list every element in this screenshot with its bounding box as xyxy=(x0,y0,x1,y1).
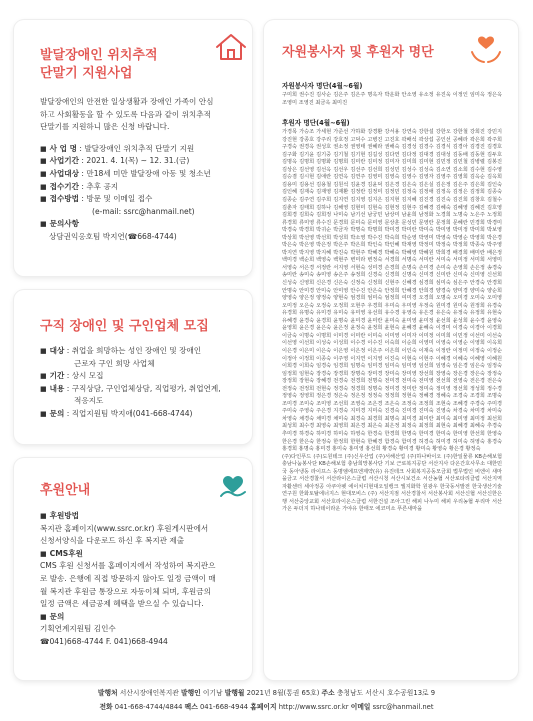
list-item: ■ 접수기간 : 추후 공지 xyxy=(40,181,119,191)
card-title: 발달장애인 위치추적 단말기 지원사업 xyxy=(40,48,158,81)
list-item: ■ 문의 : 직업지원팀 박지애(041-668-4744) xyxy=(40,408,193,418)
footer-publisher: 발행처 서산시장애인복지관 발행인 이기남 발행월 2021년 8월(통권 65호) 주소 충청남도 서산시 호수공원13로 9 xyxy=(97,689,436,697)
donors-title: 후원자 명단(4월~6월) xyxy=(282,119,350,128)
donors-names: 가경목 가승조 가세현 가준선 가하화 강경환 강서용 강연숙 강한설 강한오 강한철 강희진 강민지 강진현 강종호 강주리 강호정 고덕수 고병진 고진호 곽배석 곽상섭 공인선 공혜라 곽은희 곽주희 구경숙 권경옥 권성호 권소정 권영태 권혜라 권해숙 김경성 김경수 김경식 김경아 김경진 김경호 김구화 김기윤 김기중 김기철 김기현 김길성 김다연 김다정 김대경 김대성 김동배 김동현 김두호 김명옥 김명희 김명화 김명희 김미란 김미정 김미자 김미희 김미현 김민정 김민철 김병렬 김봉진 김상은 김선영 김선옥 김선우 김선주 김선희 김성민 김성수 김성숙 김소연 김소희 김수현 김수영 김승겸 김시현 김애란 김연옥 김연주 김영미 김영숙 김영수 김영자 김영주 김영희 김옥순 김옥희 김용미 김용선 김용철 김원석 김윤경 김윤덕 김은경 김은숙 김은실 김은정 김은주 김은희 김인숙 김인혜 김재숙 김재영 김재환 김정란 김정미 김정민 김정숙 김정애 김정옥 김정은 김정희 김종숙 김종순 김주연 김주희 김지연 김지영 김지은 김지현 김지혜 김진경 김진숙 김진희 김창호 김철수 김춘자 김태희 김하나 김해영 김현미 김현숙 김현정 김현주 김혜경 김혜숙 김혜영 김혜진 김호영 김희경 김희숙 김희정 나미숙 남기선 남궁민 남상미 남윤희 남정화 노경희 노명숙 노은주 노정희 류경희 류미영 류수진 문경희 문미숙 문미영 문상훈 문성민 문영란 문정희 문혜란 민경희 박경미 박경숙 박경희 박귀순 박금자 박명숙 박명희 박미경 박미란 박미숙 박미영 박미정 박미희 박보영 박상희 박선영 박선희 박성희 박소영 박수진 박숙희 박순영 박영미 박영숙 박영순 박영희 박은경 박은숙 박은영 박은정 박은주 박은희 박인숙 박인혜 박재영 박정미 박정숙 박정희 박종숙 박주영 박지연 박지영 박지혜 박진숙 박현주 박혜경 박혜숙 박혜영 박혜원 박희경 배경희 배미란 배은정 백미경 백순희 백영숙 백현주 변미라 변정숙 서경희 서명숙 서미란 서미숙 서미정 서미희 서영미 서영숙 서은경 서정란 서지영 서현숙 성미경 손경희 손명숙 손미경 손미숙 손영희 손은정 송경숙 송미란 송미숙 송미영 송은주 송정희 신경숙 신경희 신명숙 신미경 신미란 신미숙 신미영 신선희 신성숙 신영희 신은경 신은숙 신정숙 신정희 신현주 신혜경 심경희 심미숙 심은주 안경숙 안경희 안명숙 안미경 안미숙 안미영 안수진 안은숙 안정희 안혜경 안희경 양경숙 양미경 양미숙 양순희 양영숙 양은정 양정숙 양현숙 엄경희 엄미숙 엄정희 여미경 오경희 오명숙 오미경 오미숙 오미영 오미정 오은숙 오정숙 오정희 오현주 우경희 우미숙 우미영 우정숙 원미경 원미숙 원정희 유경숙 유경희 유명숙 유미경 유미숙 유미영 유선희 유수경 유영숙 유은경 유은숙 유정숙 유정희 유현숙 유혜경 윤경숙 윤경희 윤명숙 윤미경 윤미란 윤미숙 윤미영 윤미정 윤선희 윤성희 윤수경 윤영숙 윤영희 윤은경 윤은숙 윤은정 윤정숙 윤정희 윤현숙 윤혜경 윤혜숙 이경미 이경숙 이경아 이경희 이금숙 이명숙 이명희 이미경 이미란 이미숙 이미영 이미자 이미정 이미희 이민정 이선미 이선숙 이선영 이선희 이성숙 이성희 이수경 이수진 이숙희 이순희 이영미 이영숙 이영순 이영희 이옥희 이은경 이은미 이은숙 이은영 이은정 이은주 이은희 이인숙 이재숙 이정란 이정미 이정숙 이정순 이정아 이정희 이종숙 이주영 이지연 이지영 이진숙 이현숙 이현주 이혜경 이혜숙 이혜영 이혜원 이희경 이희숙 임경숙 임경희 임명숙 임미경 임미숙 임미영 임선희 임영숙 임은경 임은숙 임정숙 임정희 임현숙 장경숙 장경희 장명숙 장미경 장미숙 장미영 장선희 장영숙 장은경 장은숙 장정숙 장정희 장현숙 장혜경 전경숙 전경희 전명숙 전미경 전미숙 전미영 전선희 전영숙 전은경 전은숙 전정숙 전정희 전현숙 정경숙 정경희 정명숙 정미경 정미란 정미숙 정미영 정선희 정성희 정수경 정영숙 정영희 정은경 정은숙 정은정 정정숙 정정희 정현숙 정혜경 정혜숙 조경숙 조경희 조명숙 조미경 조미숙 조미영 조선희 조영숙 조은경 조은숙 조정숙 조정희 조현숙 조혜경 주경숙 주미경 주미숙 주영숙 주은경 지경숙 지미경 지미숙 진경숙 진미경 진미숙 진영숙 차경숙 차미경 차미숙 차영숙 채경숙 채미경 채미숙 최경숙 최경희 최명숙 최미경 최미란 최미숙 최미영 최미정 최선희 최성희 최수경 최영숙 최영희 최은경 최은숙 최은정 최정숙 최정희 최현숙 최혜경 최혜숙 추경숙 추미경 하경숙 하미경 하미숙 하영숙 한경숙 한경희 한명숙 한미경 한미숙 한미영 한선희 한영숙 한은경 한은숙 한정숙 한정희 한현숙 한혜경 함경숙 함미경 허경숙 허미경 허미숙 허영숙 홍경숙 홍경희 홍명숙 홍미경 홍미숙 홍미영 홍선희 황경숙 황미경 황미숙 황영숙 황은경 황정숙 xyxy=(282,129,502,453)
intro-line: 단말기를 지원하니 많은 신청 바랍니다. xyxy=(40,122,170,132)
contact-text: 상담권익옹호팀 박지연(☎668-4744) xyxy=(49,231,177,241)
card-title: 자원봉사자 및 후원자 명단 xyxy=(282,45,434,60)
list-item: ■ 후원방법 xyxy=(40,511,79,520)
card-tracker-support xyxy=(14,20,252,276)
list-item: ■ 대상 : 취업을 희망하는 성인 장애인 및 장애인 xyxy=(40,346,202,355)
list-item: ■ 사 업 명 : 발달장애인 위치추적 단말기 지원 xyxy=(40,143,195,153)
intro-line: 하고 사회활동을 할 수 있도록 다음과 같이 위치추적 xyxy=(40,109,211,119)
hands-heart-icon xyxy=(469,32,503,66)
volunteers-names: 구미희 권수진 김사순 김은주 김은주 명옥자 박운화 안소영 유소정 유진욱 이정인 임미옥 정은옥 조영미 조영진 최금옥 최미진 xyxy=(282,92,502,106)
card-volunteer-donor-list xyxy=(264,20,518,680)
card3-body: ■ 후원방법 복지관 홈페이지(www.ssrc.or.kr) 후원게시판에서 신청서양식을 다운로드 하신 후 복지관 제출 ■ CMS후원 CMS 후원 신청서를 홈페이지에서 작성하여 복지관으 로 발송. 은행에 직접 방문하지 않아도 일정 금액이 매 월 복지관 후원금 통장으로 자동이체 되며, 후원금의 일정 금액은 세금공제 혜택을 받으실 수 있습니다. ■ 문의 기획연계지원팀 김인수 ☎041)668-4744 F. 041)668-4944 xyxy=(40,510,250,649)
card-title: 구직 장애인 및 구인업체 모집 xyxy=(40,319,209,334)
volunteers-title: 자원봉사자 명단(4월~6월) xyxy=(282,82,363,90)
list-item: ■ 기간 : 상시 모집 xyxy=(40,371,104,381)
card1-body xyxy=(40,96,248,244)
intro-line: 발달장애인의 안전한 일상생활과 장애인 가족이 안심 xyxy=(40,97,214,106)
card2-body: ■ 대상 : 취업을 희망하는 성인 장애인 및 장애인 근로자 구인 희망 사업체 ■ 기간 : 상시 모집 ■ 내용 : 구직상담, 구인업체상담, 직업평가, 취업연계, 적응지도 ■ 문의 : 직업지원팀 박지애(041-668-4744) xyxy=(40,345,250,421)
contact-label: ■ 문의사항 xyxy=(40,219,79,229)
card-title: 후원안내 xyxy=(40,483,91,498)
orgs-names: (주)다인푸드 (주)도원테크 (주)신우산업 (주)서해산업 (주)하나바이오 (주)한일물류 KB손해보험 충남나눔봉사단 KB손해보험 충남희망봉사단 기보 근로복지공단 서산지사 다온간호사무소 대한민국 동아냉동 라이프스 동명엠에프엔제약(유) 유진테크 사회복지공동모금회 법무법인 비엔이 새마을금고 서산경찰서 서산라이온스클럽 서산시청 서산시보건소 서산농협 서산로타리클럽 서산지역자활센터 세아정공 아쿠아펫 에이치디현대오일뱅크 엘지화학 원광우 한국동서발전 한국생산기술연구원 한화토탈에너지스 현대모비스 (주) 서산지점 서산경찰서 서산봉사회 서산신협 서산신한은행 서산중앙교회 서산호라이온스클럽 서한건설 조아그린 해피 나누미 해피 우리농협 두리마 서산가온 두더지 하나데이라운 가야유 한태모 에코미소 푸른새마을 xyxy=(282,453,502,513)
footer-contact: 전화 041-668-4744/4844 팩스 041-668-4944 홈페이지 http://www.ssrc.or.kr 이메일 ssrc@hanmail.net xyxy=(99,703,434,711)
list-item: ■ 문의 xyxy=(40,611,65,621)
list-item: ■ 사업대상 : 만18세 미만 발달장애 아동 및 청소년 xyxy=(40,168,211,178)
card-job-matching xyxy=(14,290,252,444)
list-item: ■ 접수방법 : 방문 및 이메일 접수 xyxy=(40,194,153,204)
house-icon xyxy=(214,32,248,62)
heart-hand-icon xyxy=(219,472,247,500)
list-content xyxy=(282,80,502,514)
list-item: ■ 내용 : 구직상담, 구인업체상담, 직업평가, 취업연계, xyxy=(40,383,221,393)
email-text: (e-mail: ssrc@hanmail.net) xyxy=(92,206,195,216)
card-donation-guide xyxy=(14,458,252,680)
list-item: ■ CMS후원 xyxy=(40,548,83,558)
list-item: ■ 사업기간 : 2021. 4. 1(목) ~ 12. 31.(금) xyxy=(40,156,190,166)
